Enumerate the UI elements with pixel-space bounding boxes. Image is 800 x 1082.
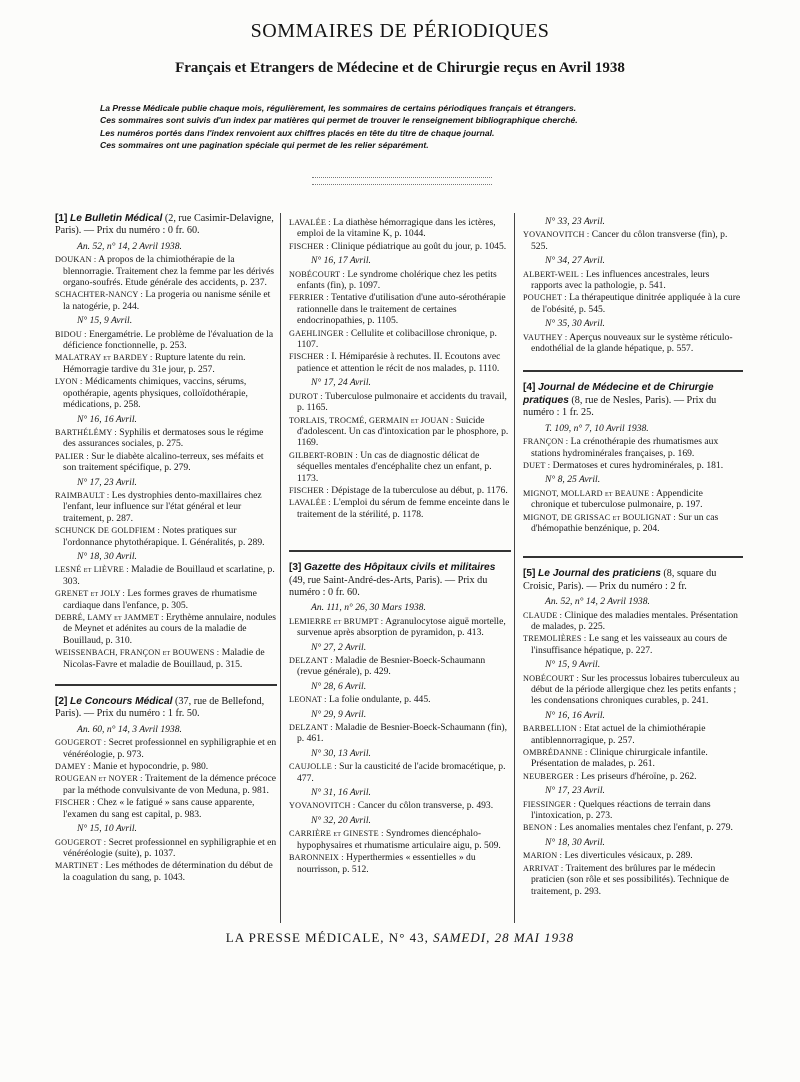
article-title: Clinique chirurgicale infantile. Présentation de malades, p. 261. [531, 747, 708, 770]
column-divider [280, 213, 281, 923]
article-entry [289, 328, 511, 351]
journal-2-continued [289, 217, 511, 520]
article-entry [55, 525, 277, 548]
article-title: Cellulite et colibacillose chronique, p. 1107. [297, 327, 497, 351]
article-author: FERRIER : [289, 293, 329, 303]
article-author: SCHACHTER-NANCY : [55, 290, 143, 300]
footer-date: SAMEDI, 28 MAI 1938 [433, 930, 575, 945]
article-title: Sur les processus lobaires tuberculeux au début de la période allergique chez les petits enfants ; les condensations chroniques curables, p. 241. [531, 672, 740, 707]
issue-heading: An. 52, n° 14, 2 Avril 1938. [77, 240, 182, 252]
article-entry [523, 850, 743, 861]
article-title: Quelques réactions de terrain dans l'intoxication, p. 273. [531, 798, 711, 822]
article-title: Les anomalies mentales chez l'enfant, p. 279. [559, 822, 733, 834]
article-title: Maladie de Bouillaud et scarlatine, p. 303. [63, 564, 275, 587]
journal-name: Gazette des Hôpitaux civils et militaires [304, 562, 496, 574]
intro-line: Les numéros portés dans l'index renvoient aux chiffres placés en tête du titre de chaque journal. [100, 127, 495, 138]
journal-1 [55, 213, 277, 670]
article-author: FISCHER : [55, 798, 95, 808]
issue-heading: N° 17, 23 Avril. [77, 476, 137, 488]
issue-heading: N° 16, 17 Avril. [311, 255, 371, 267]
issue-heading: N° 15, 9 Avril. [77, 315, 133, 327]
article-title: Les dystrophies dento-maxillaires chez l'enfant, leur influence sur l'état général et leur traitement, p. 287. [63, 489, 262, 524]
article-entry [55, 451, 277, 474]
article-author: NEUBERGER : [523, 771, 579, 781]
article-entry [55, 254, 277, 288]
article-entry [523, 460, 743, 471]
article-author: LEONAT : [289, 695, 327, 705]
journal-3-continued [523, 216, 743, 354]
article-title: La diathèse hémorragique dans les ictères, emploi de la vitamine K, p. 1044. [297, 217, 496, 240]
article-author: PALIER : [55, 451, 89, 461]
article-author: DEBRÉ, LAMY et JAMMET : [55, 613, 164, 622]
article-author: NOBÉCOURT : [523, 673, 579, 683]
article-title: Clinique pédiatrique au goût du jour, p. 1045. [331, 240, 507, 252]
article-entry [523, 771, 743, 782]
journal-info: (8, square du Croisic, Paris). — Prix du numéro : 2 fr. [523, 568, 717, 592]
page-title: SOMMAIRES DE PÉRIODIQUES [250, 20, 550, 42]
article-entry [55, 427, 277, 450]
article-title: Suicide d'adolescent. Un cas d'intoxication par le phosphore, p. 1169. [297, 414, 509, 449]
article-title: Secret professionnel en syphiligraphie et en vénéréologie, p. 973. [63, 737, 277, 760]
issue-heading: N° 33, 23 Avril. [545, 216, 605, 227]
article-author: ALBERT-WEIL : [523, 269, 584, 279]
article-entry [55, 352, 277, 375]
article-entry [55, 860, 277, 883]
issue-heading: N° 34, 27 Avril. [545, 255, 605, 267]
journal-number: [1] [55, 213, 68, 224]
article-title: Agranulocytose aiguë mortelle, survenue après absorption de pyramidon, p. 413. [297, 615, 506, 639]
journal-number: [3] [289, 562, 302, 574]
article-entry [523, 633, 743, 656]
article-entry [289, 852, 511, 875]
article-entry [289, 497, 511, 520]
article-author: GAEHLINGER : [289, 328, 349, 338]
article-title: La thérapeutique dinitrée appliquée à la cure de l'obésité, p. 545. [531, 292, 741, 315]
article-title: Dermatoses et cures hydrominérales, p. 181. [552, 459, 724, 471]
article-author: FIESSINGER : [523, 799, 577, 809]
article-title: Les influences ancestrales, leurs rapports avec la pathologie, p. 541. [531, 268, 710, 292]
issue-heading: N° 17, 24 Avril. [311, 377, 371, 389]
issue-heading: An. 60, n° 14, 3 Avril 1938. [77, 723, 182, 735]
article-author: GRENET et JOLY : [55, 589, 125, 599]
article-entry [289, 351, 511, 374]
article-author: BENON : [523, 823, 557, 833]
article-entry [523, 673, 743, 707]
article-title: Dépistage de la tuberculose au début, p. 1176. [331, 484, 508, 496]
journal-number: [4] [523, 382, 536, 394]
issue-heading: N° 15, 10 Avril. [77, 823, 137, 835]
article-entry [55, 773, 277, 796]
article-title: Les méthodes de détermination du début de la coagulation du sang, p. 1043. [63, 860, 273, 883]
article-author: DELZANT : [289, 656, 333, 665]
journal-5 [523, 556, 743, 897]
article-title: Aperçus nouveaux sur le système réticulo-endothélial de la glande hépatique, p. 557. [531, 331, 733, 355]
article-author: DUROT : [289, 391, 323, 401]
journal-info: (2, rue Casimir-Delavigne, Paris). — Prix du numéro : 0 fr. 60. [55, 213, 274, 237]
article-entry [55, 289, 277, 312]
article-entry [523, 269, 743, 292]
article-entry [289, 616, 511, 639]
article-author: DOUKAN : [55, 255, 97, 265]
article-entry [523, 610, 743, 633]
journal-name: Le Journal des praticiens [538, 568, 661, 580]
article-title: Médicaments chimiques, vaccins, sérums, opothérapie, agents physiques, colloïdothérapie, médications, p. 258. [63, 376, 248, 411]
journal-name: Journal de Médecine et de Chirurgie pratiques [523, 382, 714, 406]
intro-line: Ces sommaires sont suivis d'un index par matières qui permet de trouver le renseignement bibliographique cherché. [100, 115, 578, 126]
article-author: DELZANT : [289, 723, 333, 733]
article-author: ROUGEAN et NOYER : [55, 774, 143, 784]
article-title: La crénothérapie des rhumatismes aux stations hydrominérales françaises, p. 169. [531, 436, 719, 459]
article-entry [55, 564, 277, 587]
article-title: Les diverticules vésicaux, p. 289. [564, 850, 693, 862]
journal-name: Le Bulletin Médical [70, 213, 163, 224]
article-author: WEISSENBACH, FRANÇON et BOUWENS : [55, 648, 220, 658]
issue-heading: N° 18, 30 Avril. [545, 836, 605, 848]
article-author: LAVALÉE : [289, 218, 331, 227]
article-author: DUET : [523, 460, 551, 470]
journal-heading [523, 382, 743, 419]
column-3 [523, 216, 743, 905]
article-author: OMBRÉDANNE : [523, 748, 588, 758]
article-title: Sur le diabète alcalino-terreux, ses méfaits et son traitement spécifique, p. 279. [63, 450, 264, 474]
intro-line: La Presse Médicale publie chaque mois, régulièrement, les sommaires de certains périodiques français et étrangers. [100, 103, 577, 113]
article-entry [523, 292, 743, 315]
article-author: ARRIVAT : [523, 863, 564, 873]
article-title: Etat actuel de la chimiothérapie antiblennorragique, p. 257. [531, 723, 706, 746]
article-author: NOBÉCOURT : [289, 269, 345, 279]
article-title: Cancer du côlon transverse, p. 493. [357, 800, 494, 812]
article-entry [523, 863, 743, 897]
article-entry [55, 376, 277, 410]
article-author: LEMIERRE et BRUMPT : [289, 616, 384, 626]
issue-heading: An. 52, n° 14, 2 Avril 1938. [545, 596, 650, 608]
article-title: Secret professionnel en syphiligraphie et en vénéréologie (suite), p. 1037. [63, 836, 277, 859]
article-author: LESNÉ et LIÈVRE : [55, 565, 129, 575]
issue-heading: N° 16, 16 Avril. [77, 413, 137, 425]
issue-heading: N° 28, 6 Avril. [311, 680, 367, 692]
article-author: MARTINET : [55, 861, 103, 871]
journal-number: [2] [55, 696, 68, 708]
article-author: MARION : [523, 851, 563, 861]
article-title: Les priseurs d'héroïne, p. 262. [581, 770, 697, 782]
article-entry [289, 485, 511, 496]
footer-journal: LA PRESSE MÉDICALE, N° 43, [225, 930, 429, 945]
issue-heading: N° 17, 23 Avril. [545, 785, 605, 797]
article-title: Manie et hypocondrie, p. 980. [92, 761, 209, 773]
article-title: Rupture latente du rein. Hémorragie tardive du 31e jour, p. 257. [63, 352, 246, 375]
article-title: Un cas de diagnostic délicat de séquelles mentales d'encéphalite chez un enfant, p. 1173. [297, 449, 492, 484]
article-title: Maladie de Besnier-Boeck-Schaumann (revue générale), p. 429. [297, 655, 486, 678]
article-title: Syphilis et dermatoses sous le régime des assurances sociales, p. 275. [63, 426, 264, 450]
article-title: La progeria ou nanisme sénile et la natogérie, p. 244. [63, 289, 271, 312]
article-title: Notes pratiques sur l'ordonnance phytothérapique. I. Généralités, p. 289. [63, 525, 265, 548]
article-entry [289, 292, 511, 326]
article-entry [55, 837, 277, 860]
article-author: LAVALÉE : [289, 498, 331, 508]
issue-heading: N° 15, 9 Avril. [545, 659, 601, 671]
article-title: Maladie de Nicolas-Favre et maladie de Bouillaud, p. 315. [63, 647, 265, 670]
article-entry [289, 450, 511, 484]
journal-heading [289, 562, 511, 599]
article-entry [289, 391, 511, 414]
issue-heading: N° 16, 16 Avril. [545, 709, 605, 721]
article-entry [55, 588, 277, 611]
issue-heading: N° 27, 2 Avril. [311, 641, 367, 653]
journal-heading [55, 696, 277, 721]
article-author: BARBELLION : [523, 724, 582, 734]
article-entry [289, 269, 511, 292]
article-entry [55, 329, 277, 352]
intro-line: Ces sommaires ont une pagination spéciale qui permet de les relier séparément. [100, 140, 429, 151]
article-author: FISCHER : [289, 352, 329, 362]
article-title: Tuberculose pulmonaire et accidents du travail, p. 1165. [297, 390, 507, 414]
article-author: LYON : [55, 377, 83, 387]
article-title: Clinique des maladies mentales. Présentation de malades, p. 225. [531, 609, 738, 632]
article-title: Traitement des brûlures par le médecin praticien (son rôle et ses possibilités). Technique de traitement, p. 293. [531, 862, 729, 897]
article-entry [55, 797, 277, 820]
column-2 [289, 216, 511, 883]
page-footer [0, 930, 800, 946]
article-entry [289, 217, 511, 240]
journal-heading [523, 568, 743, 593]
ornament-divider [312, 177, 492, 185]
issue-heading: N° 35, 30 Avril. [545, 318, 605, 330]
issue-heading: N° 18, 30 Avril. [77, 550, 137, 562]
article-title: Le sang et les vaisseaux au cours de l'insuffisance hépatique, p. 227. [531, 633, 727, 656]
article-entry [289, 761, 511, 784]
issue-heading: N° 29, 9 Avril. [311, 708, 367, 720]
article-title: Tentative d'utilisation d'une auto-sérothérapie rationnelle dans le traitement de certaines endocrinopathies, p. 1105. [297, 292, 506, 327]
article-author: MALATRAY et BARDEY : [55, 353, 153, 363]
article-title: Chez « le fatigué » sans cause apparente, l'examen du sang est capital, p. 983. [63, 797, 255, 820]
article-title: Traitement de la démence précoce par la méthode convulsivante de von Meduna, p. 981. [63, 773, 277, 796]
article-author: CLAUDE : [523, 610, 563, 620]
article-title: Syndromes diencéphalo-hypophysaires et rhumatisme articulaire aigu, p. 509. [297, 828, 501, 851]
article-title: La folie ondulante, p. 445. [329, 694, 431, 706]
article-author: POUCHET : [523, 293, 567, 303]
article-title: Cancer du côlon transverse (fin), p. 525. [531, 229, 728, 252]
article-entry [523, 723, 743, 746]
article-entry [55, 761, 277, 772]
journal-number: [5] [523, 568, 536, 580]
article-author: CARRIÈRE et GINESTE : [289, 829, 384, 839]
article-author: GOUGEROT : [55, 837, 107, 847]
journal-info: (8, rue de Nesles, Paris). — Prix du numéro : 1 fr. 25. [523, 394, 717, 419]
article-entry [289, 828, 511, 851]
article-entry [523, 747, 743, 770]
article-author: GOUGEROT : [55, 738, 107, 748]
article-entry [523, 822, 743, 833]
article-author: DAMEY : [55, 762, 91, 772]
article-author: FRANÇON : [523, 437, 569, 447]
article-author: RAIMBAULT : [55, 490, 110, 500]
article-entry [289, 722, 511, 745]
article-entry [289, 800, 511, 811]
article-entry [55, 737, 277, 760]
article-entry [289, 241, 511, 252]
journal-3 [289, 550, 511, 875]
article-author: FISCHER : [289, 485, 329, 495]
column-divider [514, 213, 515, 923]
issue-heading: An. 111, n° 26, 30 Mars 1938. [311, 602, 426, 614]
issue-heading: N° 8, 25 Avril. [545, 474, 601, 486]
article-title: Energamétrie. Le problème de l'évaluation de la déficience fonctionnelle, p. 253. [63, 328, 274, 352]
article-entry [523, 332, 743, 355]
issue-heading: N° 30, 13 Avril. [311, 747, 371, 759]
journal-name: Le Concours Médical [70, 696, 173, 708]
article-entry [523, 488, 743, 511]
journal-4 [523, 370, 743, 534]
article-author: TORLAIS, TROCMÉ, GERMAIN et JOUAN : [289, 415, 454, 425]
article-entry [523, 512, 743, 535]
article-author: SCHUNCK DE GOLDFIEM : [55, 526, 160, 536]
article-author: VAUTHEY : [523, 332, 568, 342]
article-author: BARONNEIX : [289, 853, 344, 863]
article-author: FISCHER : [289, 241, 329, 251]
article-entry [523, 799, 743, 822]
journal-heading [55, 213, 277, 238]
journal-info: (37, rue de Bellefond, Paris). — Prix du numéro : 1 fr. 50. [55, 696, 265, 720]
article-title: A propos de la chimiothérapie de la blennorragie. Traitement chez la femme par les dérivés organo-soufrés. Etude générale des accidents, p. 237. [63, 254, 274, 289]
article-entry [523, 229, 743, 252]
journal-info: (49, rue Saint-André-des-Arts, Paris). — Prix du numéro : 0 fr. 60. [289, 574, 488, 598]
issue-heading: N° 31, 16 Avril. [311, 787, 371, 799]
article-title: Maladie de Besnier-Boeck-Schaumann (fin), p. 461. [297, 722, 508, 745]
page-subtitle: Français et Etrangers de Médecine et de Chirurgie reçus en Avril 1938 [175, 60, 625, 76]
intro-notice [100, 102, 720, 152]
article-author: TREMOLIÈRES : [523, 634, 587, 644]
article-author: MIGNOT, MOLLARD et BEAUNE : [523, 488, 655, 498]
article-author: YOVANOVITCH : [289, 801, 356, 811]
article-title: Sur un cas d'hémopathie benzénique, p. 204. [531, 511, 719, 534]
article-title: Le syndrome cholérique chez les petits enfants (fin), p. 1097. [297, 268, 497, 292]
article-author: GILBERT-ROBIN : [289, 450, 358, 460]
journal-2 [55, 684, 277, 883]
column-1 [55, 213, 277, 891]
article-author: BARTHÉLÉMY : [55, 427, 117, 437]
article-author: YOVANOVITCH : [523, 230, 590, 240]
article-title: Les formes graves de rhumatisme cardiaque dans l'enfance, p. 305. [63, 588, 257, 611]
issue-heading: T. 109, n° 7, 10 Avril 1938. [545, 422, 649, 434]
article-entry [289, 415, 511, 449]
article-entry [289, 694, 511, 705]
article-title: Hyperthermies « essentielles » du nourrisson, p. 512. [297, 852, 476, 875]
article-author: MIGNOT, DE GRISSAC et BOULIGNAT : [523, 512, 676, 522]
article-author: BIDOU : [55, 329, 87, 339]
article-entry [55, 647, 277, 670]
article-title: Erythème annulaire, nodules de Meynet et adénites au cours de la maladie de Bouillaud, p. 310. [63, 612, 277, 646]
article-title: Sur la causticité de l'acide bromacétique, p. 477. [297, 761, 506, 784]
article-title: Appendicite chronique et tuberculose pulmonaire, p. 197. [531, 487, 703, 511]
article-entry [55, 612, 277, 646]
issue-heading: N° 32, 20 Avril. [311, 814, 371, 826]
article-entry [289, 655, 511, 678]
article-entry [55, 490, 277, 524]
article-title: L'emploi du sérum de femme enceinte dans le traitement de la stérilité, p. 1178. [297, 497, 510, 520]
article-entry [523, 436, 743, 459]
article-title: I. Hémiparésie à rechutes. II. Ecoutons avec patience et attention le récit de nos malades, p. 1110. [297, 351, 501, 374]
article-author: CAUJOLLE : [289, 762, 337, 772]
